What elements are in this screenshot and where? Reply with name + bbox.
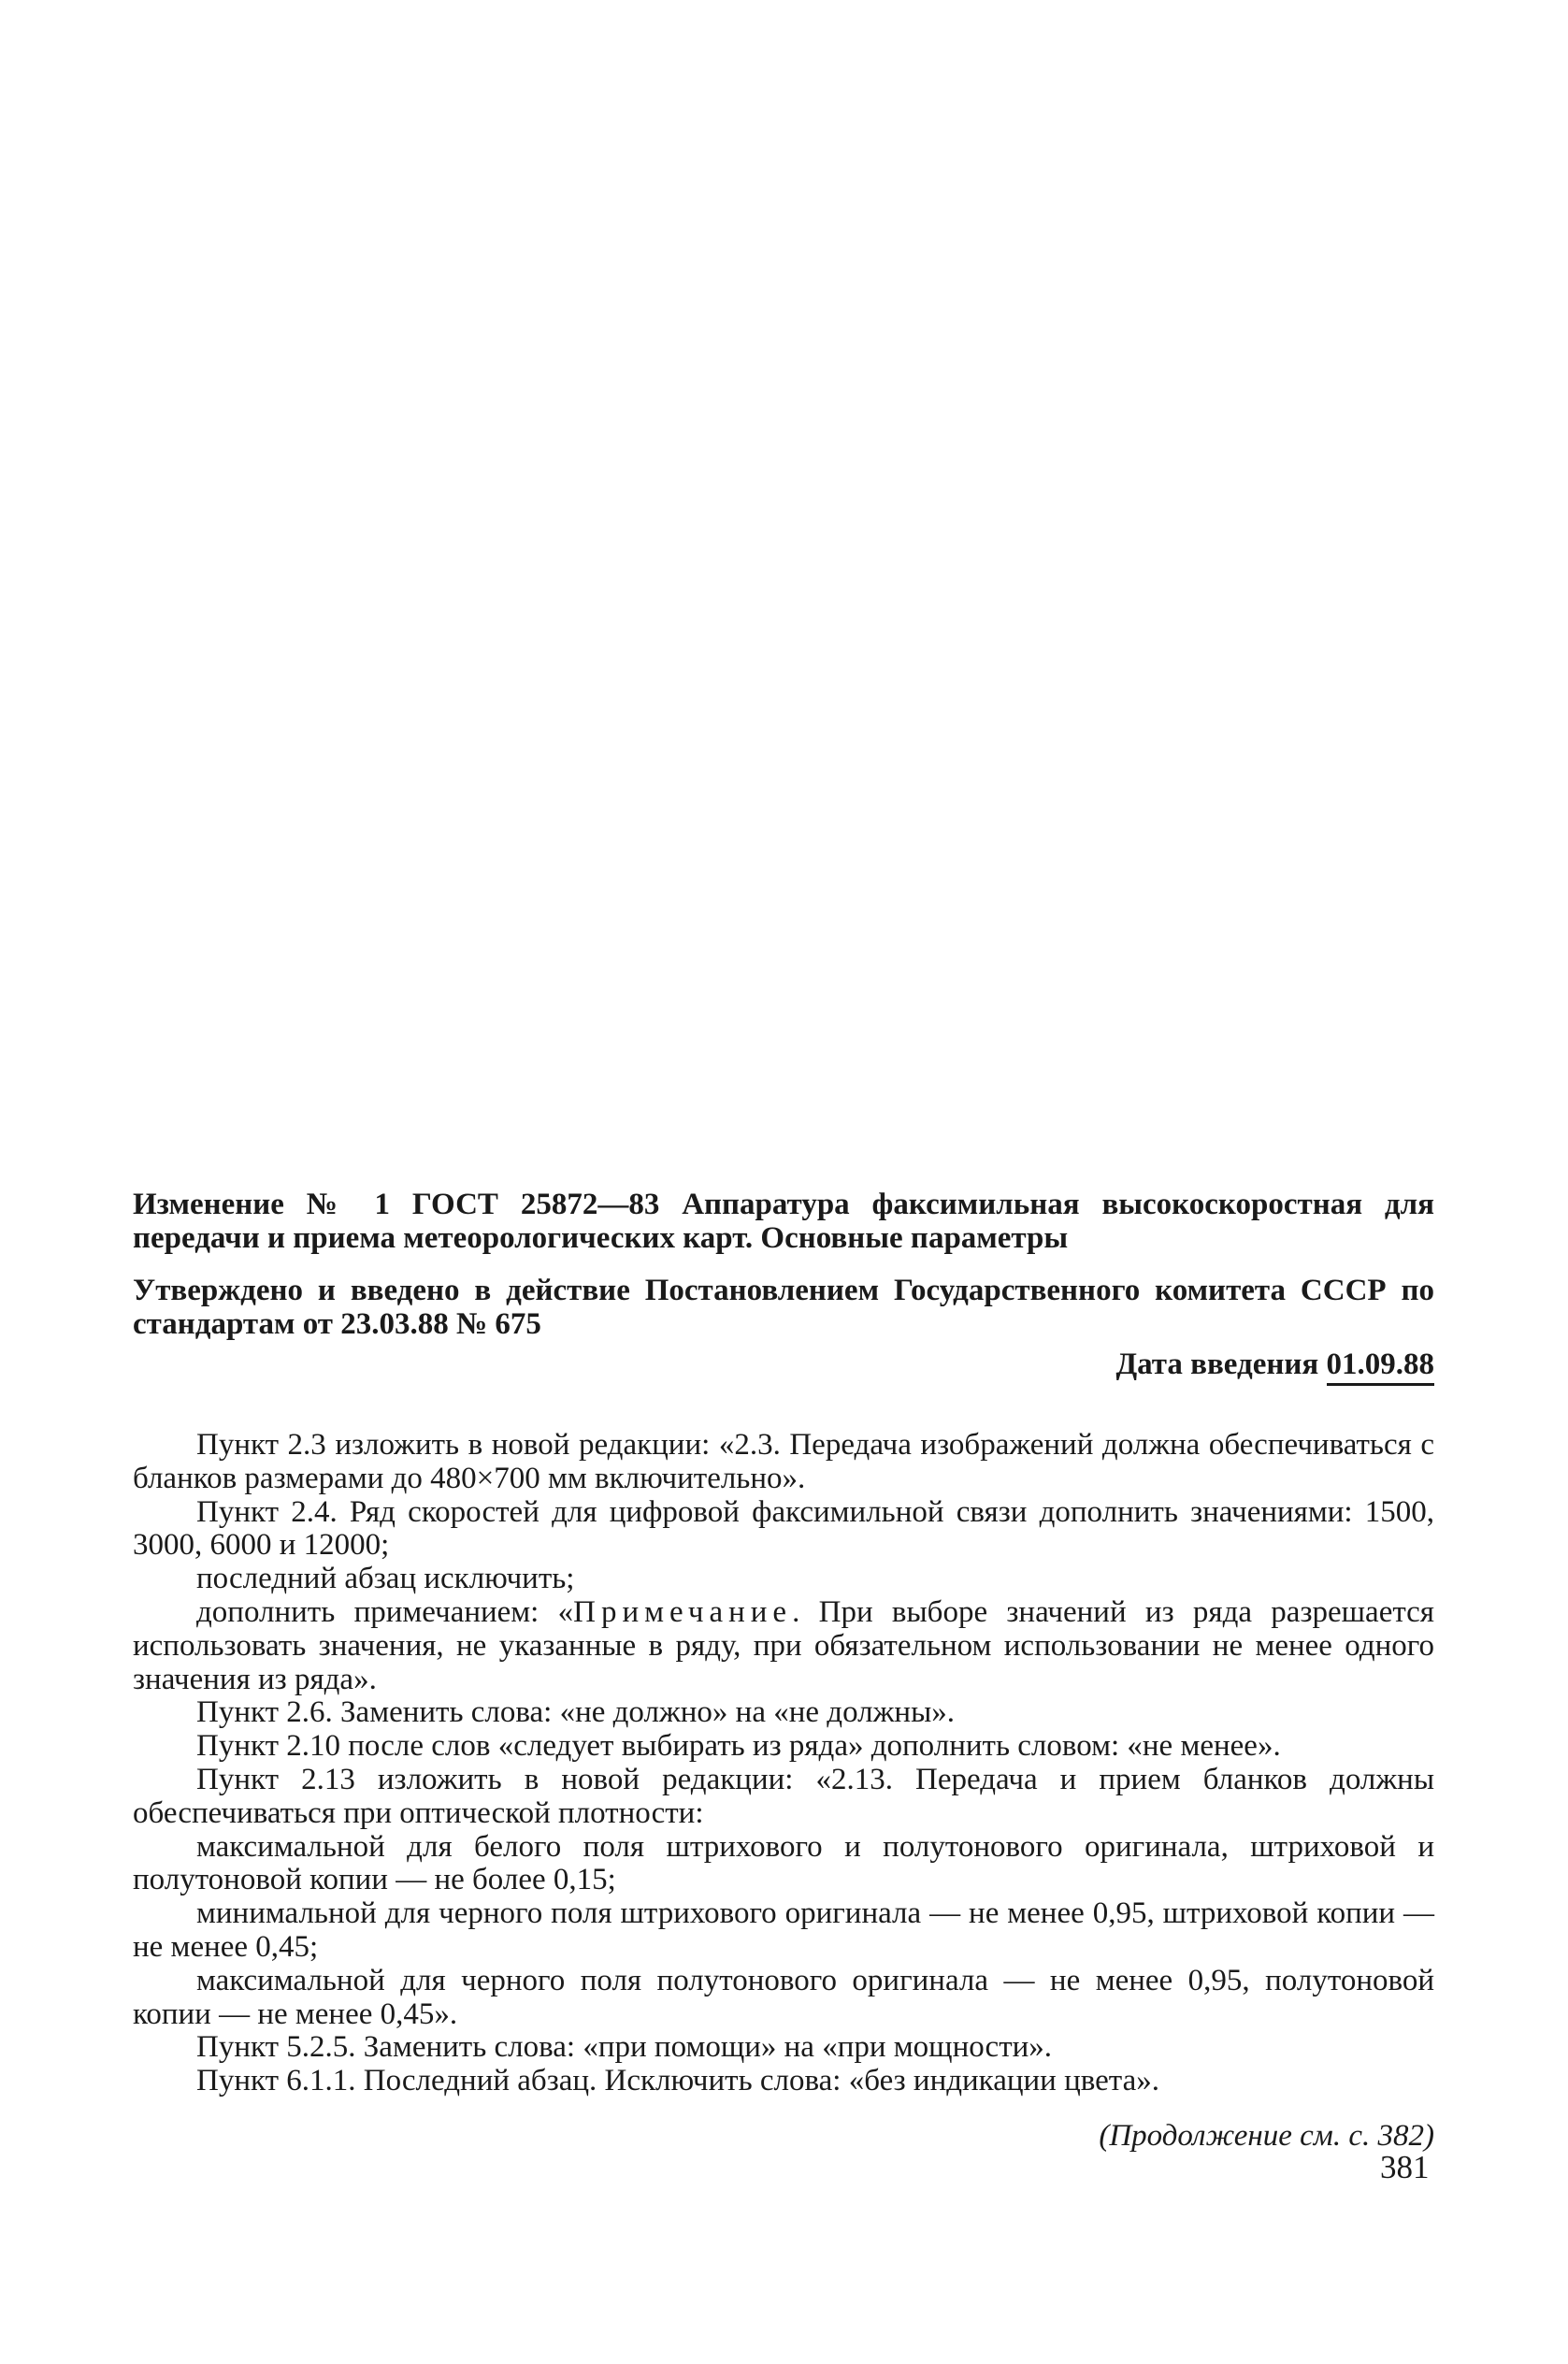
approval-statement: Утверждено и введено в действие Постановлением Государственного комитета СССР по стандартам от 23.03.88 № 675 [133, 1274, 1434, 1341]
paragraph-last-abzac: последний абзац исключить; [196, 1562, 575, 1596]
paragraph-item-2-10: Пункт 2.10 после слов «следует выбирать из ряда» дополнить словом: «не менее». [196, 1729, 1281, 1764]
paragraph-item-2-3: Пункт 2.3 изложить в новой редакции: «2.3. Передача изображений должна обеспечиваться с бланков размерами до 480×700 мм включительно». [133, 1428, 1434, 1495]
paragraph-item-5-2-5: Пункт 5.2.5. Заменить слова: «при помощи» на «при мощности». [196, 2030, 1053, 2065]
note-prefix: дополнить примечанием: « [196, 1594, 574, 1629]
paragraph-item-6-1-1: Пункт 6.1.1. Последний абзац. Исключить слова: «без индикации цвета». [196, 2064, 1160, 2098]
continuation-note: (Продолжение см. с. 382) [1099, 2118, 1434, 2153]
page-number: 381 [1380, 2149, 1430, 2185]
paragraph-item-2-13: Пункт 2.13 изложить в новой редакции: «2.13. Передача и прием бланков должны обеспечиваться при оптической плотности: [133, 1762, 1434, 1830]
effective-date [133, 1347, 1434, 1382]
note-word: Примечание [573, 1594, 793, 1629]
effective-date-value: 01.09.88 [1327, 1348, 1435, 1386]
document-page [133, 1188, 1434, 2153]
paragraph-item-2-4: Пункт 2.4. Ряд скоростей для цифровой факсимильной связи дополнить значениями: 1500, 3000, 6000 и 12000; [133, 1494, 1434, 1563]
paragraph-item-2-6: Пункт 2.6. Заменить слова: «не должно» на «не должны». [196, 1695, 955, 1730]
paragraph-density-white: максимальной для белого поля штрихового и полутонового оригинала, штриховой и полутоновой копии — не более 0,15; [133, 1829, 1434, 1897]
paragraph-density-black-halftone: максимальной для черного поля полутонового оригинала — не менее 0,95, полутоновой копии — не менее 0,45». [133, 1963, 1434, 2031]
amendment-title: Изменение № 1 ГОСТ 25872—83 Аппаратура факсимильная высокоскоростная для передачи и приема метеорологических карт. Основные параметры [133, 1188, 1434, 1255]
amendment-body [133, 1429, 1434, 2098]
paragraph-note [133, 1596, 1434, 1696]
note-rest: . При выборе значений из ряда разрешается использовать значения, не указанные в ряду, при обязательном использовании не менее одного значения из ряда». [133, 1594, 1434, 1696]
effective-date-label: Дата введения [1115, 1348, 1327, 1381]
paragraph-density-black-line: минимальной для черного поля штрихового оригинала — не менее 0,95, штриховой копии — не менее 0,45; [133, 1896, 1434, 1964]
